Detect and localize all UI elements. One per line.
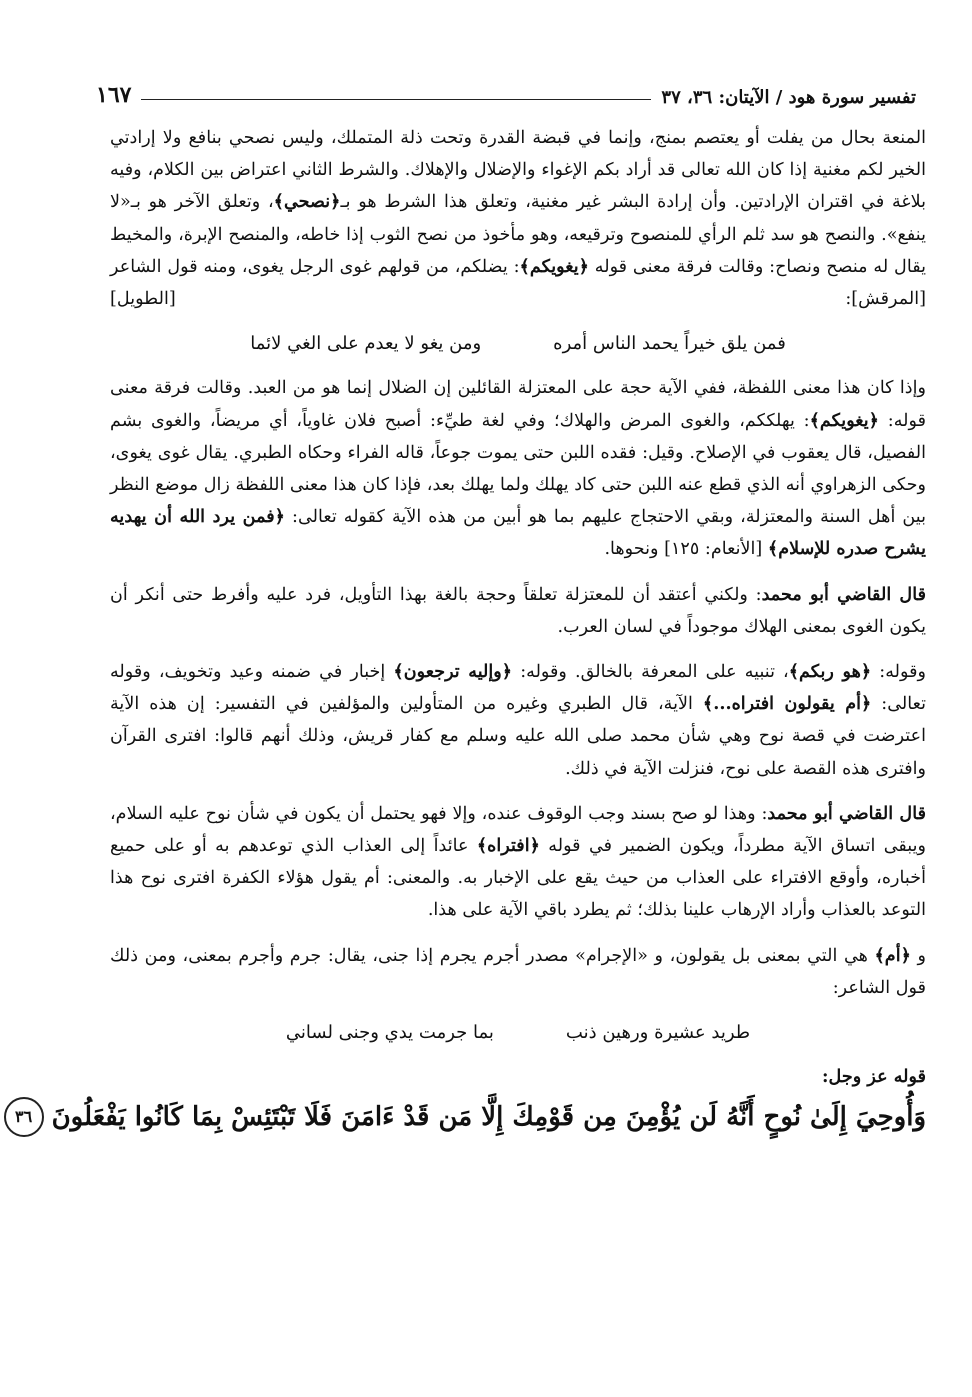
paragraph bbox=[110, 122, 926, 315]
paragraph bbox=[110, 940, 926, 1004]
bold-quote: ﴿هو ربكم﴾ bbox=[788, 661, 872, 683]
text-run: وقوله: bbox=[871, 662, 926, 683]
quran-verse bbox=[14, 1095, 926, 1139]
text-run: إخبار في ضمنه وعيد وتخويف، وقوله تعالى: bbox=[110, 662, 927, 715]
text-run: [الأنعام: ١٢٥] ونحوها. bbox=[604, 539, 768, 560]
bold-quote: ﴿افتراه﴾ bbox=[476, 835, 540, 857]
bold-quote: ﴿وإليه ترجعون﴾ bbox=[393, 661, 513, 683]
text-run: ، وتعلق الآخر هو بـ«لا ينفع». والنصح هو سد ثلم الرأي للمنصوح وترقيعه، وهو مأخوذ من نصح الثوب إذا خاطه، والمنصح الإبرة، والمخيط يقال له منصح ونصاح: وقالت فرقة معنى قوله bbox=[110, 192, 926, 277]
bold-quote: ﴿يغويكم﴾ bbox=[519, 255, 589, 277]
paragraph bbox=[110, 579, 926, 643]
text-run: : يضلكم، من قولهم غوى الرجل يغوى، ومنه قول الشاعر [المرقش]: bbox=[110, 256, 926, 310]
text-run: هي التي بمعنى بل يقولون، و «الإجرام» مصدر أجرم يجرم إذا جنى، يقال: جرم وأجرم بمعنى، ومن ذلك قول الشاعر: bbox=[110, 945, 926, 998]
page-number: ١٦٧ bbox=[96, 82, 132, 108]
page-header bbox=[96, 62, 916, 108]
bold-quote: ﴿فمن يرد الله أن يهديه يشرح صدره للإسلام﴾ bbox=[110, 506, 926, 560]
poem-verse bbox=[110, 1017, 926, 1049]
text-run: المنعة بحال من يفلت أو يعتصم بمنج، وإنما في قبضة القدرة وتحت ذلة المتملك، وليس نصحي بنافع ولا إرادتي الخير لكم مغنية إذا كان الله تعالى قد أراد بكم الإغواء والإضلال والإهلاك. والشرط الثاني اعتراض بين الكلام، وفيه بلاغة في اقتران الإرادتين. وأن إرادة البشر غير مغنية، وتعلق هذا الشرط هو بـ bbox=[110, 128, 926, 213]
bold-quote: ﴿نصحي﴾ bbox=[273, 191, 341, 213]
ayah-number-marker: ٣٦ bbox=[4, 1097, 44, 1137]
text-run: وإذا كان هذا معنى اللفظة، ففي الآية حجة على المعتزلة القائلين إن الضلال إنما هو من العبد. وقالت فرقة معنى قوله: bbox=[110, 378, 926, 431]
hemistich-second: ومن يغو لا يعدم على الغي لائما bbox=[250, 333, 482, 355]
text-run: : ولكني أعتقد أن للمعتزلة تعلقاً وحجة بالغة بهذا التأويل، فرد عليه وأفرط حتى أنكر أن يكون الغوى بمعنى الهلاك موجوداً في لسان العرب. bbox=[110, 584, 926, 637]
quran-label: قوله عز وجل: bbox=[822, 1066, 926, 1088]
paragraph bbox=[110, 798, 926, 927]
running-title: تفسير سورة هود / الآيتان: ٣٦، ٣٧ bbox=[661, 87, 916, 108]
hemistich-second: بما جرمت يدي وجنى لساني bbox=[285, 1022, 494, 1044]
text-run: : وهذا لو صح بسند وجب الوقوف عنده، وإلا فهو يحتمل أن يكون في شأن نوح عليه السلام، ويبقى اتساق الآية مطرداً، ويكون الضمير في قوله bbox=[110, 803, 926, 857]
hemistich-first: فمن يلق خيراً يحمد الناس أمره bbox=[553, 333, 786, 355]
hemistich-first: طريد عشيرة ورهين ذنب bbox=[565, 1022, 751, 1044]
quran-verse-text: وَأُوحِيَ إِلَىٰ نُوحٍ أَنَّهُ لَن يُؤْمِنَ مِن قَوْمِكَ إِلَّا مَن قَدْ ءَامَنَ فَلَا تَبْتَئِسْ بِمَا كَانُوا يَفْعَلُونَ bbox=[51, 1102, 926, 1133]
bold-quote: ﴿أم يقولون افتراه...﴾ bbox=[702, 693, 872, 715]
text-run: عائداً إلى العذاب الذي توعدهم به أو على حميع أخباره، وأوقع الافتراء على العذاب من حيث يقع على الإخبار به. والمعنى: أم يقول هؤلاء الكفرة افترى نوح هذا التوعد بالعذاب وأراد الإرهاب علينا بذلك؛ ثم يطرد باقي الآية على هذا. bbox=[110, 836, 926, 921]
poem-verse bbox=[110, 328, 926, 360]
paragraph bbox=[110, 656, 926, 785]
bold-quote: قال القاضي أبو محمد bbox=[761, 583, 926, 605]
text-run: و bbox=[910, 945, 927, 966]
text-run: الآية، قال الطبري وغيره من المتأولين والمؤلفين في التفسير: إن هذه الآية اعترضت في قصة نوح وهي شأن محمد صلى الله عليه وسلم مع كفار قريش، وذلك أنهم قالوا: افترى القرآن وافترى هذه القصة على نوح، فنزلت الآية في ذلك. bbox=[110, 694, 926, 779]
paragraph bbox=[110, 372, 926, 565]
bold-quote: ﴿يغويكم﴾ bbox=[809, 409, 879, 431]
poetic-meter: [الطويل] bbox=[110, 289, 176, 310]
bold-quote: قال القاضي أبو محمد bbox=[767, 802, 926, 824]
page-body bbox=[14, 122, 927, 1139]
text-run: ، تنبيه على المعرفة بالخالق. وقوله: bbox=[512, 662, 789, 683]
header-rule bbox=[141, 99, 651, 100]
bold-quote: ﴿أم﴾ bbox=[874, 944, 911, 966]
text-run: : يهلككم، والغوى المرض والهلاك؛ وفي لغة طيِّء: أصبح فلان غاوياً، أي مريضاً، والغوى بشم الفصيل، قال يعقوب في الإصلاح. وقيل: فقده اللبن حتى يموت جوعاً، قاله الفراء وحكاه الطبري. يقال غوى يغوى، وحكى الزهراوي أنه الذي قطع عنه اللبن حتى كاد يهلك ولما يهلك بعد، فإذا كان هذا معنى اللفظة زال موضع النظر بين أهل السنة والمعتزلة، وبقي الاحتجاج عليهم بما هو أبين من هذه الآية كقوله تعالى: bbox=[110, 410, 926, 528]
